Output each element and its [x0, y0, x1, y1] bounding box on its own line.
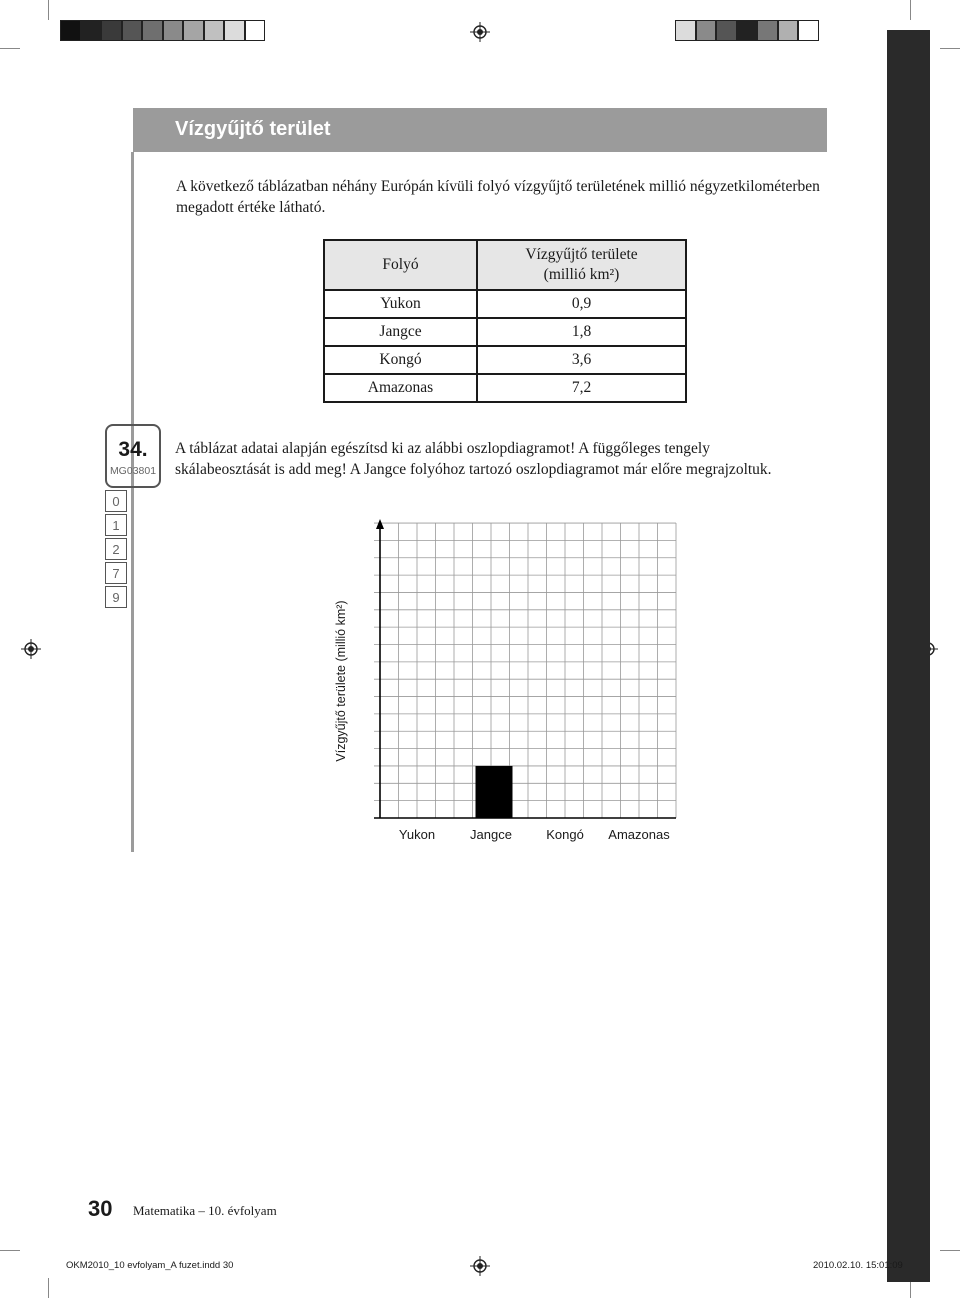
color-swatch — [142, 20, 163, 41]
color-swatch — [101, 20, 122, 41]
color-swatch — [737, 20, 758, 41]
table-cell-value: 0,9 — [477, 290, 686, 318]
score-box-2[interactable]: 2 — [105, 538, 127, 560]
crop-mark — [0, 1250, 20, 1251]
table-row — [324, 346, 686, 374]
question-number: 34. — [118, 438, 148, 461]
chart-grid — [374, 523, 676, 818]
score-box-9[interactable]: 9 — [105, 586, 127, 608]
color-swatch — [163, 20, 184, 41]
bar-jangce — [476, 766, 513, 818]
chart-axes — [374, 519, 676, 818]
table-header-area — [477, 240, 686, 290]
data-table — [323, 239, 687, 403]
y-axis-label: Vízgyűjtő területe (millió km²) — [334, 600, 348, 762]
table-row — [324, 290, 686, 318]
color-swatch — [675, 20, 696, 41]
table-cell-value: 7,2 — [477, 374, 686, 402]
table-cell-value: 3,6 — [477, 346, 686, 374]
table-cell-value: 1,8 — [477, 318, 686, 346]
table-cell-river: Jangce — [324, 318, 477, 346]
color-swatch — [757, 20, 778, 41]
page-number: 30 — [88, 1196, 113, 1221]
color-swatch — [696, 20, 717, 41]
color-swatch — [716, 20, 737, 41]
score-box-0[interactable]: 0 — [105, 490, 127, 512]
color-swatch — [204, 20, 225, 41]
x-tick-label: Jangce — [470, 827, 512, 842]
question-badge — [105, 424, 161, 488]
crop-mark — [940, 1250, 960, 1251]
bar-chart — [320, 515, 700, 855]
table-header-area-line1: Vízgyűjtő területe — [525, 246, 638, 263]
registration-mark-icon — [470, 1256, 490, 1276]
table-cell-river: Yukon — [324, 290, 477, 318]
score-box-1[interactable]: 1 — [105, 514, 127, 536]
crop-mark — [0, 48, 20, 49]
table-header-row — [324, 240, 686, 290]
chart-x-labels — [399, 827, 670, 842]
intro-text: A következő táblázatban néhány Európán kívüli folyó vízgyűjtő területének millió négyzetkilométerben megadott értéke látható. — [176, 178, 820, 216]
table-header-area-line2: (millió km²) — [543, 266, 620, 283]
table-row — [324, 374, 686, 402]
chart-bars — [476, 766, 513, 818]
color-swatch — [798, 20, 819, 41]
question-text: A táblázat adatai alapján egészítsd ki az alábbi oszlopdiagramot! A függőleges tengely skálabeosztását is add meg! A Jangce folyóhoz tartozó oszlopdiagramot már előre megrajzoltuk. — [175, 440, 772, 478]
section-title: Vízgyűjtő terület — [175, 118, 331, 140]
table-header-river: Folyó — [324, 240, 477, 290]
question-code: MG03801 — [109, 465, 157, 477]
file-slug: OKM2010_10 evfolyam_A fuzet.indd 30 — [66, 1260, 234, 1271]
color-swatch — [778, 20, 799, 41]
color-swatch — [81, 20, 102, 41]
y-axis-arrow-icon — [376, 519, 384, 529]
score-box-7[interactable]: 7 — [105, 562, 127, 584]
section-rule — [131, 152, 134, 852]
color-swatch — [60, 20, 81, 41]
x-tick-label: Amazonas — [608, 827, 670, 842]
table-cell-river: Amazonas — [324, 374, 477, 402]
x-tick-label: Kongó — [546, 827, 584, 842]
table-row — [324, 318, 686, 346]
crop-mark — [48, 0, 49, 20]
color-swatch — [122, 20, 143, 41]
color-swatch — [245, 20, 266, 41]
table-cell-river: Kongó — [324, 346, 477, 374]
crop-mark — [940, 48, 960, 49]
date-slug: 2010.02.10. 15:01:09 — [813, 1260, 903, 1271]
side-bar — [887, 30, 930, 1282]
color-swatch — [224, 20, 245, 41]
x-tick-label: Yukon — [398, 827, 436, 842]
crop-mark — [48, 1278, 49, 1298]
color-swatch — [183, 20, 204, 41]
crop-mark — [910, 0, 911, 20]
section-header — [133, 108, 827, 152]
footer-label: Matematika – 10. évfolyam — [133, 1203, 277, 1218]
registration-mark-icon — [470, 22, 490, 42]
registration-mark-icon — [21, 639, 41, 659]
